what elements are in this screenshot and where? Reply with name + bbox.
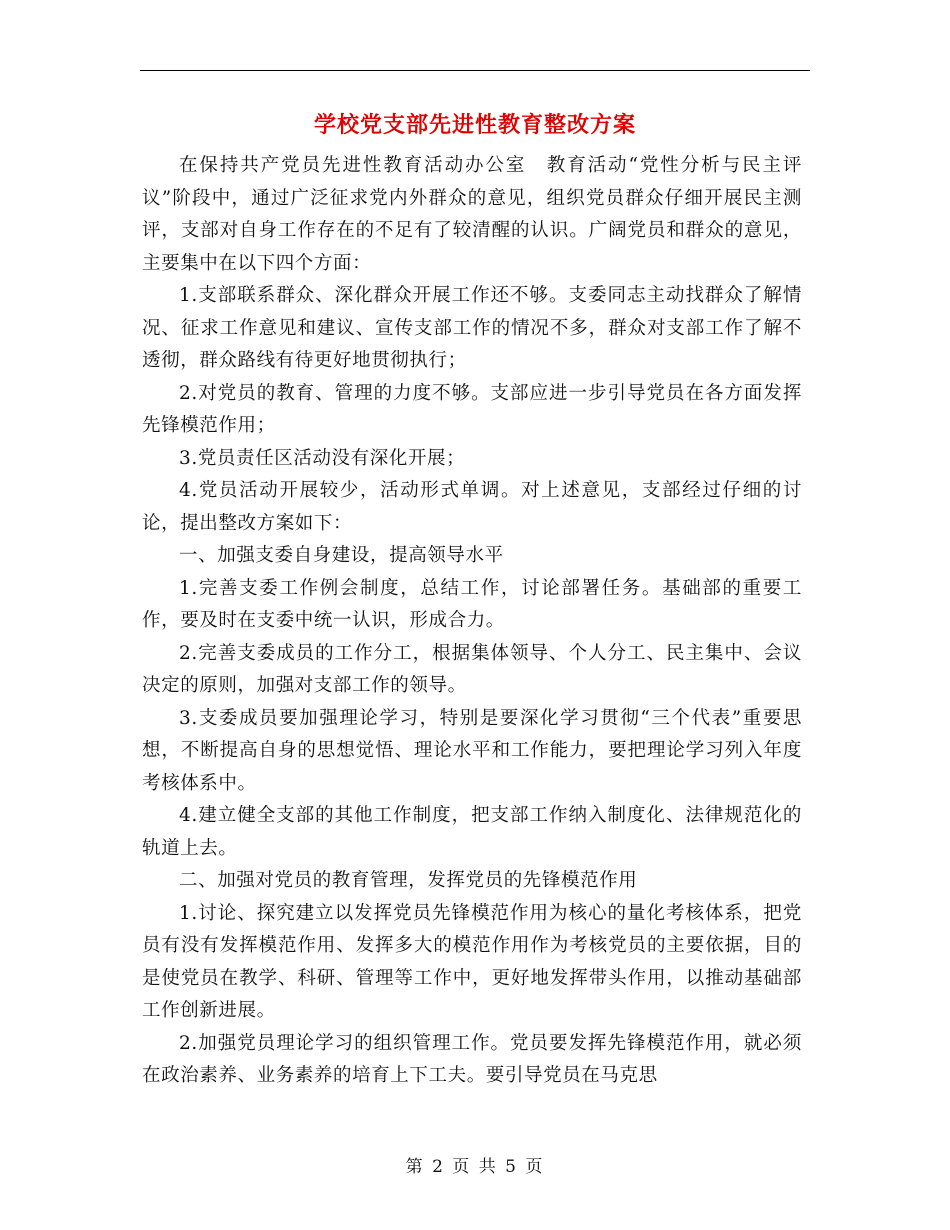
section-heading-2: 二、加强对党员的教育管理，发挥党员的先锋模范作用 xyxy=(179,870,638,891)
paragraph-intro: 在保持共产党员先进性教育活动办公室 教育活动“党性分析与民主评议”阶段中，通过广泛征求党内外群众的意见，组织党员群众仔细开展民主测评，支部对自身工作存在的不足有了较清醒的认识。广阔党员和群众的意见，主要集中在以下四个方面： xyxy=(142,155,802,274)
paragraph-section1-item1: 1.完善支委工作例会制度，总结工作，讨论部署任务。基础部的重要工作，要及时在支委中统一认识，形成合力。 xyxy=(142,577,802,631)
paragraph-section2-item1: 1.讨论、探究建立以发挥党员先锋模范作用为核心的量化考核体系，把党员有没有发挥模范作用、发挥多大的模范作用作为考核党员的主要依据，目的是使党员在教学、科研、管理等工作中，更好地发挥带头作用，以推动基础部工作创新进展。 xyxy=(142,902,802,1021)
header-rule xyxy=(140,70,810,71)
paragraph-opinion-3: 3.党员责任区活动没有深化开展； xyxy=(179,447,466,469)
paragraph-section1-item4: 4.建立健全支部的其他工作制度，把支部工作纳入制度化、法律规范化的轨道上去。 xyxy=(142,805,802,859)
section-heading-1: 一、加强支委自身建设，提高领导水平 xyxy=(179,545,504,566)
document-body xyxy=(142,150,802,1093)
paragraph-section1-item3: 3.支委成员要加强理论学习，特别是要深化学习贯彻“三个代表”重要思想，不断提高自身的思想觉悟、理论水平和工作能力，要把理论学习列入年度考核体系中。 xyxy=(142,707,802,794)
page-number: 第 2 页 共 5 页 xyxy=(405,1157,545,1177)
paragraph-opinion-1: 1.支部联系群众、深化群众开展工作还不够。支委同志主动找群众了解情况、征求工作意见和建议、宣传支部工作的情况不多，群众对支部工作了解不透彻，群众路线有待更好地贯彻执行； xyxy=(142,285,802,371)
paragraph-opinion-2: 2.对党员的教育、管理的力度不够。支部应进一步引导党员在各方面发挥先锋模范作用； xyxy=(142,382,802,436)
paragraph-opinion-4: 4.党员活动开展较少，活动形式单调。对上述意见，支部经过仔细的讨论，提出整改方案如下： xyxy=(142,480,802,534)
document-title: 学校党支部先进性教育整改方案 xyxy=(313,112,636,138)
paragraph-section2-item2: 2.加强党员理论学习的组织管理工作。党员要发挥先锋模范作用，就必须在政治素养、业务素养的培育上下工夫。要引导党员在马克思 xyxy=(142,1032,802,1086)
paragraph-section1-item2: 2.完善支委成员的工作分工，根据集体领导、个人分工、民主集中、会议决定的原则，加强对支部工作的领导。 xyxy=(142,642,802,696)
